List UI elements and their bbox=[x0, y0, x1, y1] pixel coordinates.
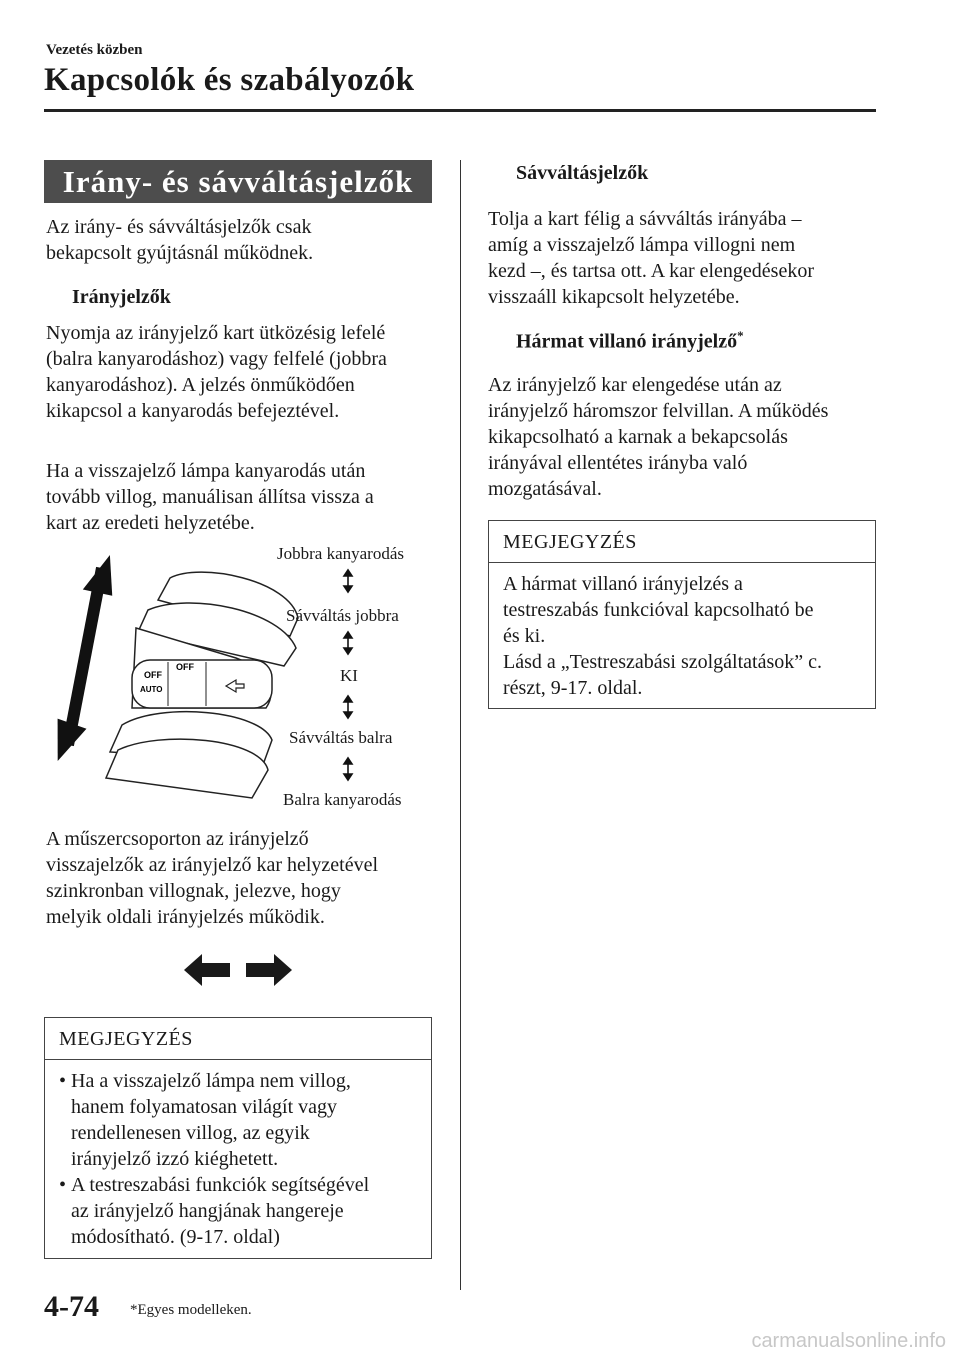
section-title: Vezetés közben bbox=[46, 42, 143, 58]
note-item-text: Ha a visszajelző lámpa nem villog, hanem folyamatosan világít vagy rendellenesen villog, az egyik irányjelző izzó kiéghetett. bbox=[71, 1070, 351, 1170]
switch-label-off-2: OFF bbox=[176, 662, 194, 672]
bullet-dot: • bbox=[59, 1174, 67, 1196]
note-title-left: MEGJEGYZÉS bbox=[45, 1018, 431, 1060]
left-arrow-icon bbox=[184, 954, 230, 986]
turn-indicator-icons bbox=[180, 950, 300, 990]
lever-illustration bbox=[40, 540, 440, 815]
subheading-iranyjelzok: Irányjelzők bbox=[72, 286, 171, 308]
label-ki: KI bbox=[340, 666, 358, 685]
label-savvaltas-jobbra: Sávváltás jobbra bbox=[286, 606, 399, 625]
note-item bbox=[59, 1172, 417, 1250]
header-rule bbox=[44, 109, 876, 112]
motion-arrow bbox=[52, 552, 118, 764]
optional-mark: * bbox=[737, 328, 744, 343]
bullet-dot: • bbox=[59, 1070, 67, 1092]
paragraph-indicators: A műszercsoporton az irányjelző visszajelzők az irányjelző kar helyzetével szinkronban villognak, jelezve, hogy melyik oldali irányjelzés működik. bbox=[46, 828, 379, 928]
page-number: 4-74 bbox=[44, 1290, 99, 1323]
note-item bbox=[59, 1068, 417, 1172]
note-body-right: A hármat villanó irányjelzés a testreszabás funkcióval kapcsolható be és ki. Lásd a „Testreszabási szolgáltatások” c. részt, 9-17. oldal. bbox=[503, 573, 823, 699]
subheading-harmat-villano bbox=[516, 328, 744, 354]
note-item-text: A testreszabási funkciók segítségével az irányjelző hangjának hangereje módosítható. (9-17. oldal) bbox=[71, 1174, 370, 1248]
subheading-savvaltasjelzok: Sávváltásjelzők bbox=[516, 162, 649, 184]
right-arrow-icon bbox=[246, 954, 292, 986]
switch-label-off-1: OFF bbox=[144, 670, 162, 680]
label-savvaltas-balra: Sávváltás balra bbox=[289, 728, 393, 747]
note-title-right: MEGJEGYZÉS bbox=[489, 521, 875, 563]
switch-label-auto: AUTO bbox=[140, 685, 163, 694]
label-balra-kanyarodas: Balra kanyarodás bbox=[283, 790, 402, 809]
chapter-title: Kapcsolók és szabályozók bbox=[44, 62, 415, 98]
topic-banner: Irány- és sávváltásjelzők bbox=[44, 160, 432, 203]
paragraph-reset: Ha a visszajelző lámpa kanyarodás után tovább villog, manuálisan állítsa vissza a kart az eredeti helyzetébe. bbox=[46, 460, 374, 534]
subheading-text: Hármat villanó irányjelző bbox=[516, 330, 738, 353]
paragraph-iranyjelzok: Nyomja az irányjelző kart ütközésig lefelé (balra kanyarodáshoz) vagy felfelé (jobbra kanyarodáshoz). A jelzés önműködően kikapcsol a kanyarodás befejeztével. bbox=[46, 322, 387, 422]
column-divider bbox=[460, 160, 461, 1290]
turn-signal-diagram bbox=[40, 540, 440, 815]
note-box-right bbox=[488, 520, 876, 709]
paragraph-savvaltas: Tolja a kart félig a sávváltás irányába – amíg a visszajelző lámpa villogni nem kezd –, és tartsa ott. A kar elengedésekor visszaáll kikapcsolt helyzetébe. bbox=[488, 208, 814, 308]
note-box-left bbox=[44, 1017, 432, 1259]
footnote: *Egyes modelleken. bbox=[130, 1302, 252, 1318]
watermark: carmanualsonline.info bbox=[751, 1330, 946, 1352]
paragraph-harmat-villano: Az irányjelző kar elengedése után az irányjelző háromszor felvillan. A működés kikapcsolható a karnak a bekapcsolás irányával ellentétes irányba való mozgatásával. bbox=[488, 374, 829, 500]
intro-text: Az irány- és sávváltásjelzők csak bekapcsolt gyújtásnál működnek. bbox=[46, 216, 314, 264]
label-jobbra-kanyarodas: Jobbra kanyarodás bbox=[277, 544, 404, 563]
